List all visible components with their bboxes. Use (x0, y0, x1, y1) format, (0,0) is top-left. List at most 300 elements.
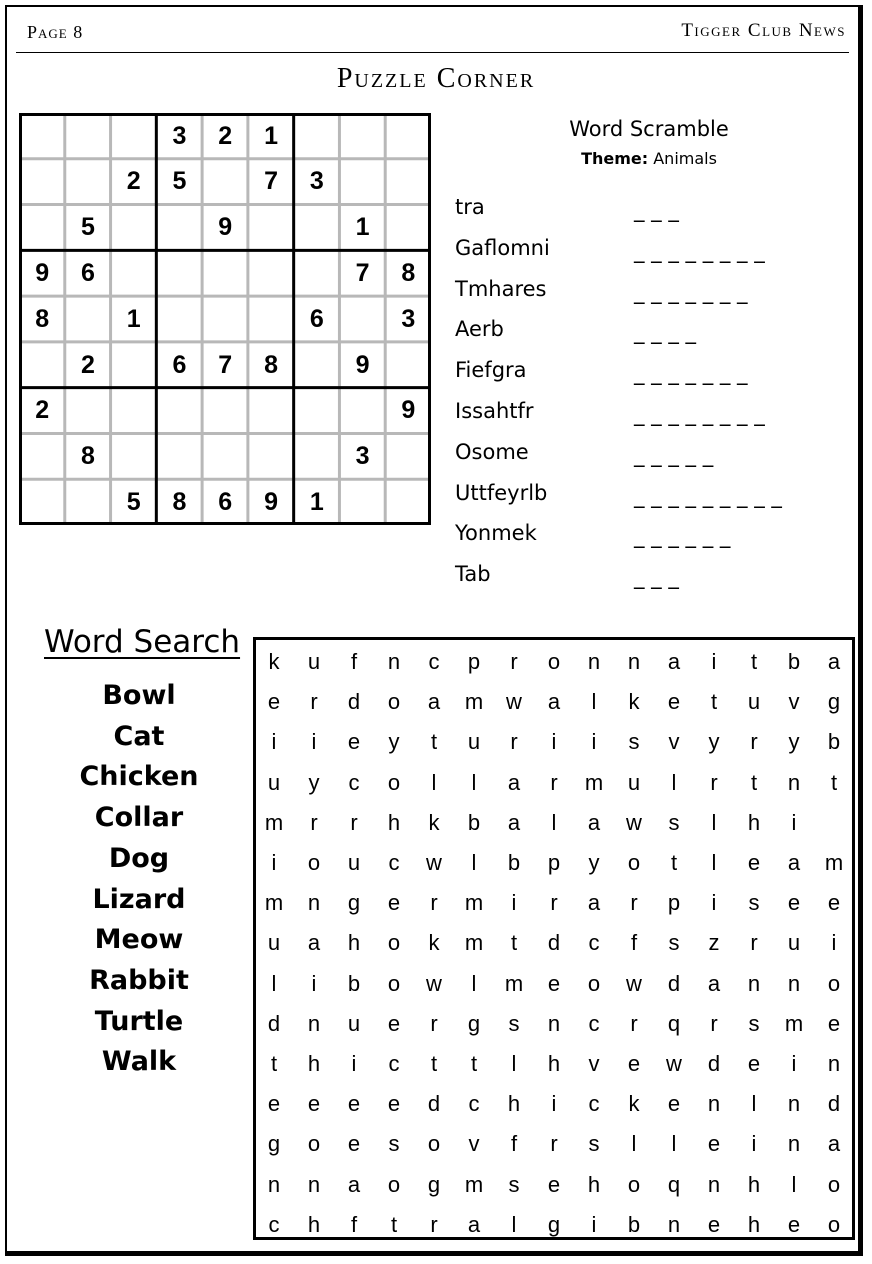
sudoku-cell[interactable] (20, 480, 65, 525)
grid-letter[interactable]: l (431, 769, 437, 795)
grid-letter[interactable]: s (748, 1010, 760, 1036)
grid-letter[interactable]: r (430, 1010, 438, 1036)
grid-letter[interactable]: k (628, 1091, 640, 1117)
sudoku-cell[interactable]: 9 (355, 350, 370, 379)
grid-letter[interactable]: n (747, 970, 761, 996)
sudoku-cell[interactable] (20, 434, 65, 479)
grid-letter[interactable]: i (591, 1211, 597, 1237)
grid-letter[interactable]: e (387, 1091, 401, 1117)
grid-letter[interactable]: u (347, 1010, 361, 1036)
grid-letter[interactable]: u (467, 729, 481, 755)
grid-letter[interactable]: i (551, 1091, 557, 1117)
grid-letter[interactable]: i (831, 930, 837, 956)
grid-letter[interactable]: h (747, 1211, 761, 1237)
grid-letter[interactable]: e (667, 689, 681, 715)
sudoku-cell[interactable]: 7 (355, 258, 370, 287)
grid-letter[interactable]: i (591, 729, 597, 755)
grid-letter[interactable]: i (311, 970, 317, 996)
sudoku-cell[interactable]: 2 (35, 396, 50, 425)
grid-letter[interactable]: r (550, 1131, 558, 1157)
grid-letter[interactable]: u (747, 689, 761, 715)
sudoku-cell[interactable] (248, 205, 293, 250)
grid-letter[interactable]: e (267, 1091, 281, 1117)
grid-letter[interactable]: e (667, 1091, 681, 1117)
grid-letter[interactable]: h (747, 1171, 761, 1197)
sudoku-cell[interactable] (111, 251, 156, 296)
sudoku-cell[interactable] (294, 205, 339, 250)
grid-letter[interactable]: u (347, 850, 361, 875)
sudoku-cell[interactable]: 9 (401, 396, 416, 425)
grid-letter[interactable]: t (390, 1211, 398, 1237)
grid-letter[interactable]: r (550, 890, 558, 916)
grid-letter[interactable]: r (510, 649, 518, 674)
grid-letter[interactable]: t (830, 769, 838, 795)
grid-letter[interactable]: q (667, 1171, 681, 1197)
answer-blanks[interactable]: _ _ _ _ (634, 320, 697, 345)
grid-letter[interactable]: y (308, 769, 320, 795)
sudoku-cell[interactable]: 1 (264, 121, 278, 150)
grid-letter[interactable]: m (464, 930, 484, 956)
grid-letter[interactable]: s (588, 1131, 600, 1157)
grid-letter[interactable]: l (711, 809, 717, 835)
grid-letter[interactable]: c (468, 1091, 480, 1117)
sudoku-cell[interactable]: 8 (35, 304, 50, 333)
grid-letter[interactable]: t (710, 689, 718, 715)
sudoku-cell[interactable] (294, 114, 339, 159)
grid-letter[interactable]: i (791, 809, 797, 835)
grid-letter[interactable]: e (747, 1051, 761, 1076)
grid-letter[interactable]: i (271, 850, 277, 875)
sudoku-cell[interactable]: 8 (401, 258, 416, 287)
grid-letter[interactable]: g (547, 1211, 561, 1237)
sudoku-cell[interactable] (111, 114, 156, 159)
grid-letter[interactable]: i (711, 649, 717, 674)
grid-letter[interactable]: u (267, 930, 281, 956)
grid-letter[interactable]: m (464, 890, 484, 916)
sudoku-cell[interactable] (340, 480, 385, 525)
grid-letter[interactable]: d (427, 1091, 441, 1117)
sudoku-cell[interactable] (386, 114, 431, 159)
sudoku-cell[interactable] (340, 114, 385, 159)
grid-letter[interactable]: g (827, 689, 841, 715)
grid-letter[interactable]: v (788, 689, 800, 715)
grid-letter[interactable]: o (387, 970, 401, 996)
sudoku-cell[interactable] (386, 480, 431, 525)
grid-letter[interactable]: s (508, 1171, 520, 1197)
grid-letter[interactable]: l (511, 1051, 517, 1076)
sudoku-cell[interactable]: 6 (172, 350, 187, 379)
sudoku-cell[interactable] (65, 159, 110, 204)
grid-letter[interactable]: n (307, 890, 321, 916)
grid-letter[interactable]: a (467, 1211, 481, 1237)
grid-letter[interactable]: z (708, 930, 720, 956)
answer-blanks[interactable]: _ _ _ (634, 198, 679, 222)
grid-letter[interactable]: l (631, 1131, 637, 1157)
grid-letter[interactable]: f (350, 649, 358, 674)
sudoku-cell[interactable] (248, 297, 293, 342)
sudoku-cell[interactable] (203, 434, 248, 479)
grid-letter[interactable]: c (268, 1211, 280, 1237)
grid-letter[interactable]: y (588, 850, 600, 875)
sudoku-cell[interactable] (157, 205, 202, 250)
grid-letter[interactable]: r (630, 890, 638, 916)
grid-letter[interactable]: f (350, 1211, 358, 1237)
sudoku-cell[interactable] (65, 114, 110, 159)
grid-letter[interactable]: h (747, 809, 761, 835)
sudoku-cell[interactable]: 5 (172, 167, 187, 196)
sudoku-cell[interactable] (111, 388, 156, 433)
grid-letter[interactable]: s (668, 809, 680, 835)
sudoku-cell[interactable]: 2 (126, 167, 141, 196)
grid-letter[interactable]: o (587, 970, 601, 996)
grid-letter[interactable]: b (627, 1211, 641, 1237)
grid-letter[interactable]: t (470, 1051, 478, 1076)
sudoku-cell[interactable] (20, 159, 65, 204)
grid-letter[interactable]: v (588, 1051, 600, 1076)
grid-letter[interactable]: r (430, 1211, 438, 1237)
sudoku-cell[interactable] (65, 297, 110, 342)
grid-letter[interactable]: a (507, 809, 521, 835)
grid-letter[interactable]: n (307, 1010, 321, 1036)
grid-letter[interactable]: e (387, 890, 401, 916)
grid-letter[interactable]: w (506, 689, 522, 715)
sudoku-cell[interactable] (20, 342, 65, 387)
grid-letter[interactable]: k (268, 649, 280, 674)
grid-letter[interactable]: l (471, 769, 477, 795)
sudoku-cell[interactable]: 6 (309, 304, 324, 333)
grid-letter[interactable]: l (671, 769, 677, 795)
grid-letter[interactable]: n (787, 1091, 801, 1117)
grid-letter[interactable]: n (827, 1051, 841, 1076)
grid-letter[interactable]: o (627, 1171, 641, 1197)
grid-letter[interactable]: o (427, 1131, 441, 1157)
grid-letter[interactable]: p (467, 649, 481, 674)
grid-letter[interactable]: l (671, 1131, 677, 1157)
sudoku-cell[interactable]: 6 (218, 487, 233, 516)
grid-letter[interactable]: o (387, 1171, 401, 1197)
grid-letter[interactable]: c (348, 769, 360, 795)
grid-letter[interactable]: y (708, 729, 720, 755)
grid-letter[interactable]: k (428, 930, 440, 956)
grid-letter[interactable]: d (667, 970, 681, 996)
grid-letter[interactable]: h (547, 1051, 561, 1076)
answer-blanks[interactable]: _ _ _ _ _ _ _ _ (634, 402, 765, 426)
grid-letter[interactable]: w (426, 970, 442, 996)
grid-letter[interactable]: e (827, 890, 841, 916)
grid-letter[interactable]: y (788, 729, 800, 755)
grid-letter[interactable]: a (507, 769, 521, 795)
sudoku-cell[interactable]: 2 (80, 350, 95, 379)
grid-letter[interactable]: l (751, 1091, 757, 1117)
grid-letter[interactable]: e (787, 1211, 801, 1237)
sudoku-cell[interactable]: 1 (309, 487, 324, 516)
sudoku-cell[interactable]: 5 (80, 213, 95, 242)
grid-letter[interactable]: g (267, 1131, 281, 1157)
grid-letter[interactable]: m (264, 809, 284, 835)
grid-letter[interactable]: c (588, 930, 600, 956)
grid-letter[interactable]: n (387, 649, 401, 674)
grid-letter[interactable]: u (307, 649, 321, 674)
grid-letter[interactable]: n (787, 970, 801, 996)
sudoku-cell[interactable]: 8 (80, 442, 95, 471)
sudoku-cell[interactable] (157, 388, 202, 433)
grid-letter[interactable]: o (387, 930, 401, 956)
grid-letter[interactable]: r (750, 729, 758, 755)
sudoku-cell[interactable]: 9 (218, 213, 233, 242)
sudoku-cell[interactable] (386, 434, 431, 479)
grid-letter[interactable]: c (388, 1051, 400, 1076)
sudoku-cell[interactable] (203, 388, 248, 433)
grid-letter[interactable]: n (787, 1131, 801, 1157)
sudoku-cell[interactable] (157, 434, 202, 479)
grid-letter[interactable]: l (791, 1171, 797, 1197)
grid-letter[interactable]: h (507, 1091, 521, 1117)
sudoku-cell[interactable] (20, 205, 65, 250)
grid-letter[interactable]: a (667, 649, 681, 674)
grid-letter[interactable]: h (307, 1051, 321, 1076)
grid-letter[interactable]: k (428, 809, 440, 835)
sudoku-cell[interactable]: 3 (401, 304, 416, 333)
grid-letter[interactable]: l (711, 850, 717, 875)
grid-letter[interactable]: n (627, 649, 641, 674)
grid-letter[interactable]: g (467, 1010, 481, 1036)
grid-letter[interactable]: w (426, 850, 442, 875)
grid-letter[interactable]: s (388, 1131, 400, 1157)
grid-letter[interactable]: k (628, 689, 640, 715)
sudoku-cell[interactable] (20, 114, 65, 159)
grid-letter[interactable]: a (547, 689, 561, 715)
grid-letter[interactable]: o (307, 1131, 321, 1157)
grid-letter[interactable]: d (707, 1051, 721, 1076)
sudoku-cell[interactable] (111, 205, 156, 250)
grid-letter[interactable]: l (511, 1211, 517, 1237)
grid-letter[interactable]: e (347, 729, 361, 755)
sudoku-cell[interactable]: 3 (355, 442, 370, 471)
sudoku-cell[interactable]: 2 (218, 121, 233, 150)
grid-letter[interactable]: i (711, 890, 717, 916)
sudoku-cell[interactable]: 3 (172, 121, 187, 150)
grid-letter[interactable]: i (351, 1051, 357, 1076)
sudoku-cell[interactable] (157, 297, 202, 342)
grid-letter[interactable]: b (507, 850, 521, 875)
grid-letter[interactable]: n (707, 1171, 721, 1197)
sudoku-cell[interactable] (386, 159, 431, 204)
sudoku-cell[interactable] (203, 251, 248, 296)
grid-letter[interactable]: t (430, 1051, 438, 1076)
grid-letter[interactable]: r (750, 930, 758, 956)
grid-letter[interactable]: e (827, 1010, 841, 1036)
grid-letter[interactable]: b (467, 809, 481, 835)
grid-letter[interactable]: s (668, 930, 680, 956)
sudoku-cell[interactable] (203, 159, 248, 204)
grid-letter[interactable]: m (824, 850, 844, 875)
answer-blanks[interactable]: _ _ _ _ _ _ _ (634, 361, 748, 386)
answer-blanks[interactable]: _ _ _ _ _ _ _ _ (634, 238, 765, 263)
grid-letter[interactable]: i (511, 890, 517, 916)
grid-letter[interactable]: l (591, 689, 597, 715)
sudoku-cell[interactable]: 7 (218, 350, 233, 379)
grid-letter[interactable]: n (307, 1171, 321, 1197)
sudoku-cell[interactable] (248, 434, 293, 479)
grid-letter[interactable]: o (827, 970, 841, 996)
grid-letter[interactable]: e (707, 1211, 721, 1237)
grid-letter[interactable]: c (588, 1010, 600, 1036)
grid-letter[interactable]: d (347, 689, 361, 715)
grid-letter[interactable]: n (707, 1091, 721, 1117)
grid-letter[interactable]: e (387, 1010, 401, 1036)
answer-blanks[interactable]: _ _ _ _ _ _ _ (634, 279, 748, 304)
sudoku-cell[interactable] (340, 297, 385, 342)
grid-letter[interactable]: v (668, 729, 680, 755)
sudoku-cell[interactable] (340, 388, 385, 433)
sudoku-cell[interactable] (248, 251, 293, 296)
answer-blanks[interactable]: _ _ _ _ _ _ _ _ _ (634, 483, 782, 508)
grid-letter[interactable]: c (428, 649, 440, 674)
grid-letter[interactable]: q (667, 1010, 681, 1036)
grid-letter[interactable]: r (310, 809, 318, 835)
grid-letter[interactable]: o (627, 850, 641, 875)
grid-letter[interactable]: t (750, 649, 758, 674)
sudoku-cell[interactable] (111, 342, 156, 387)
grid-letter[interactable]: o (387, 769, 401, 795)
grid-letter[interactable]: r (710, 1010, 718, 1036)
sudoku-cell[interactable] (294, 388, 339, 433)
grid-letter[interactable]: r (710, 769, 718, 795)
grid-letter[interactable]: v (468, 1131, 480, 1157)
sudoku-cell[interactable]: 8 (264, 350, 278, 379)
grid-letter[interactable]: n (787, 769, 801, 795)
sudoku-cell[interactable] (65, 388, 110, 433)
grid-letter[interactable]: t (670, 850, 678, 875)
grid-letter[interactable]: i (751, 1131, 757, 1157)
grid-letter[interactable]: r (510, 729, 518, 755)
grid-letter[interactable]: g (427, 1171, 441, 1197)
grid-letter[interactable]: c (388, 850, 400, 875)
grid-letter[interactable]: t (510, 930, 518, 956)
grid-letter[interactable]: e (747, 850, 761, 875)
grid-letter[interactable]: l (471, 850, 477, 875)
grid-letter[interactable]: s (628, 729, 640, 755)
grid-letter[interactable]: o (827, 1171, 841, 1197)
grid-letter[interactable]: a (707, 970, 721, 996)
grid-letter[interactable]: p (547, 850, 561, 875)
grid-letter[interactable]: b (787, 649, 801, 674)
grid-letter[interactable]: a (347, 1171, 361, 1197)
grid-letter[interactable]: o (307, 850, 321, 875)
sudoku-cell[interactable] (294, 434, 339, 479)
grid-letter[interactable]: o (547, 649, 561, 674)
grid-letter[interactable]: u (627, 769, 641, 795)
grid-letter[interactable]: e (267, 689, 281, 715)
grid-letter[interactable]: i (311, 729, 317, 755)
grid-letter[interactable]: y (388, 729, 400, 755)
grid-letter[interactable]: l (471, 970, 477, 996)
sudoku-cell[interactable]: 1 (126, 304, 141, 333)
grid-letter[interactable]: h (387, 809, 401, 835)
grid-letter[interactable]: d (547, 930, 561, 956)
grid-letter[interactable]: a (587, 890, 601, 916)
grid-letter[interactable]: b (827, 729, 841, 755)
sudoku-cell[interactable]: 9 (35, 258, 50, 287)
sudoku-cell[interactable]: 5 (126, 487, 141, 516)
grid-letter[interactable]: e (347, 1131, 361, 1157)
sudoku-cell[interactable]: 9 (264, 487, 278, 516)
grid-letter[interactable]: n (587, 649, 601, 674)
grid-letter[interactable]: u (787, 930, 801, 956)
sudoku-cell[interactable] (294, 342, 339, 387)
grid-letter[interactable]: e (547, 970, 561, 996)
grid-letter[interactable]: e (307, 1091, 321, 1117)
grid-letter[interactable]: f (630, 930, 638, 956)
grid-letter[interactable]: a (827, 649, 841, 674)
grid-letter[interactable]: r (310, 689, 318, 715)
grid-letter[interactable]: h (347, 930, 361, 956)
grid-letter[interactable]: m (264, 890, 284, 916)
grid-letter[interactable]: s (508, 1010, 520, 1036)
grid-letter[interactable]: d (827, 1091, 841, 1117)
grid-letter[interactable]: w (666, 1051, 682, 1076)
sudoku-cell[interactable] (386, 205, 431, 250)
grid-letter[interactable]: m (464, 689, 484, 715)
sudoku-cell[interactable] (386, 342, 431, 387)
grid-letter[interactable]: t (750, 769, 758, 795)
grid-letter[interactable]: e (707, 1131, 721, 1157)
grid-letter[interactable]: u (267, 769, 281, 795)
answer-blanks[interactable]: _ _ _ _ _ (634, 442, 714, 467)
sudoku-cell[interactable]: 8 (172, 487, 187, 516)
grid-letter[interactable]: o (827, 1211, 841, 1237)
grid-letter[interactable]: c (588, 1091, 600, 1117)
grid-letter[interactable]: a (787, 850, 801, 875)
grid-letter[interactable]: h (587, 1171, 601, 1197)
grid-letter[interactable]: o (387, 689, 401, 715)
grid-letter[interactable]: m (464, 1171, 484, 1197)
grid-letter[interactable]: r (550, 769, 558, 795)
grid-letter[interactable]: l (271, 970, 277, 996)
grid-letter[interactable]: e (627, 1051, 641, 1076)
grid-letter[interactable]: d (267, 1010, 281, 1036)
grid-letter[interactable]: a (427, 689, 441, 715)
grid-letter[interactable]: b (347, 970, 361, 996)
grid-letter[interactable]: a (307, 930, 321, 956)
grid-letter[interactable]: e (787, 890, 801, 916)
grid-letter[interactable]: r (350, 809, 358, 835)
sudoku-cell[interactable]: 6 (80, 258, 95, 287)
sudoku-cell[interactable]: 1 (355, 213, 370, 242)
sudoku-cell[interactable] (248, 388, 293, 433)
grid-letter[interactable]: t (270, 1051, 278, 1076)
grid-letter[interactable]: r (430, 890, 438, 916)
grid-letter[interactable]: i (791, 1051, 797, 1076)
grid-letter[interactable]: m (504, 970, 524, 996)
sudoku-cell[interactable] (157, 251, 202, 296)
grid-letter[interactable]: m (584, 769, 604, 795)
sudoku-cell[interactable] (294, 251, 339, 296)
grid-letter[interactable]: g (347, 890, 361, 916)
grid-letter[interactable]: w (626, 809, 642, 835)
grid-letter[interactable]: m (784, 1010, 804, 1036)
grid-letter[interactable]: w (626, 970, 642, 996)
grid-letter[interactable]: l (551, 809, 557, 835)
grid-letter[interactable]: r (630, 1010, 638, 1036)
sudoku-cell[interactable] (111, 434, 156, 479)
sudoku-cell[interactable]: 3 (309, 167, 324, 196)
grid-letter[interactable]: a (827, 1131, 841, 1157)
grid-letter[interactable]: i (271, 729, 277, 755)
answer-blanks[interactable]: _ _ _ _ _ _ (634, 524, 731, 549)
grid-letter[interactable]: n (667, 1211, 681, 1237)
grid-letter[interactable]: e (547, 1171, 561, 1197)
